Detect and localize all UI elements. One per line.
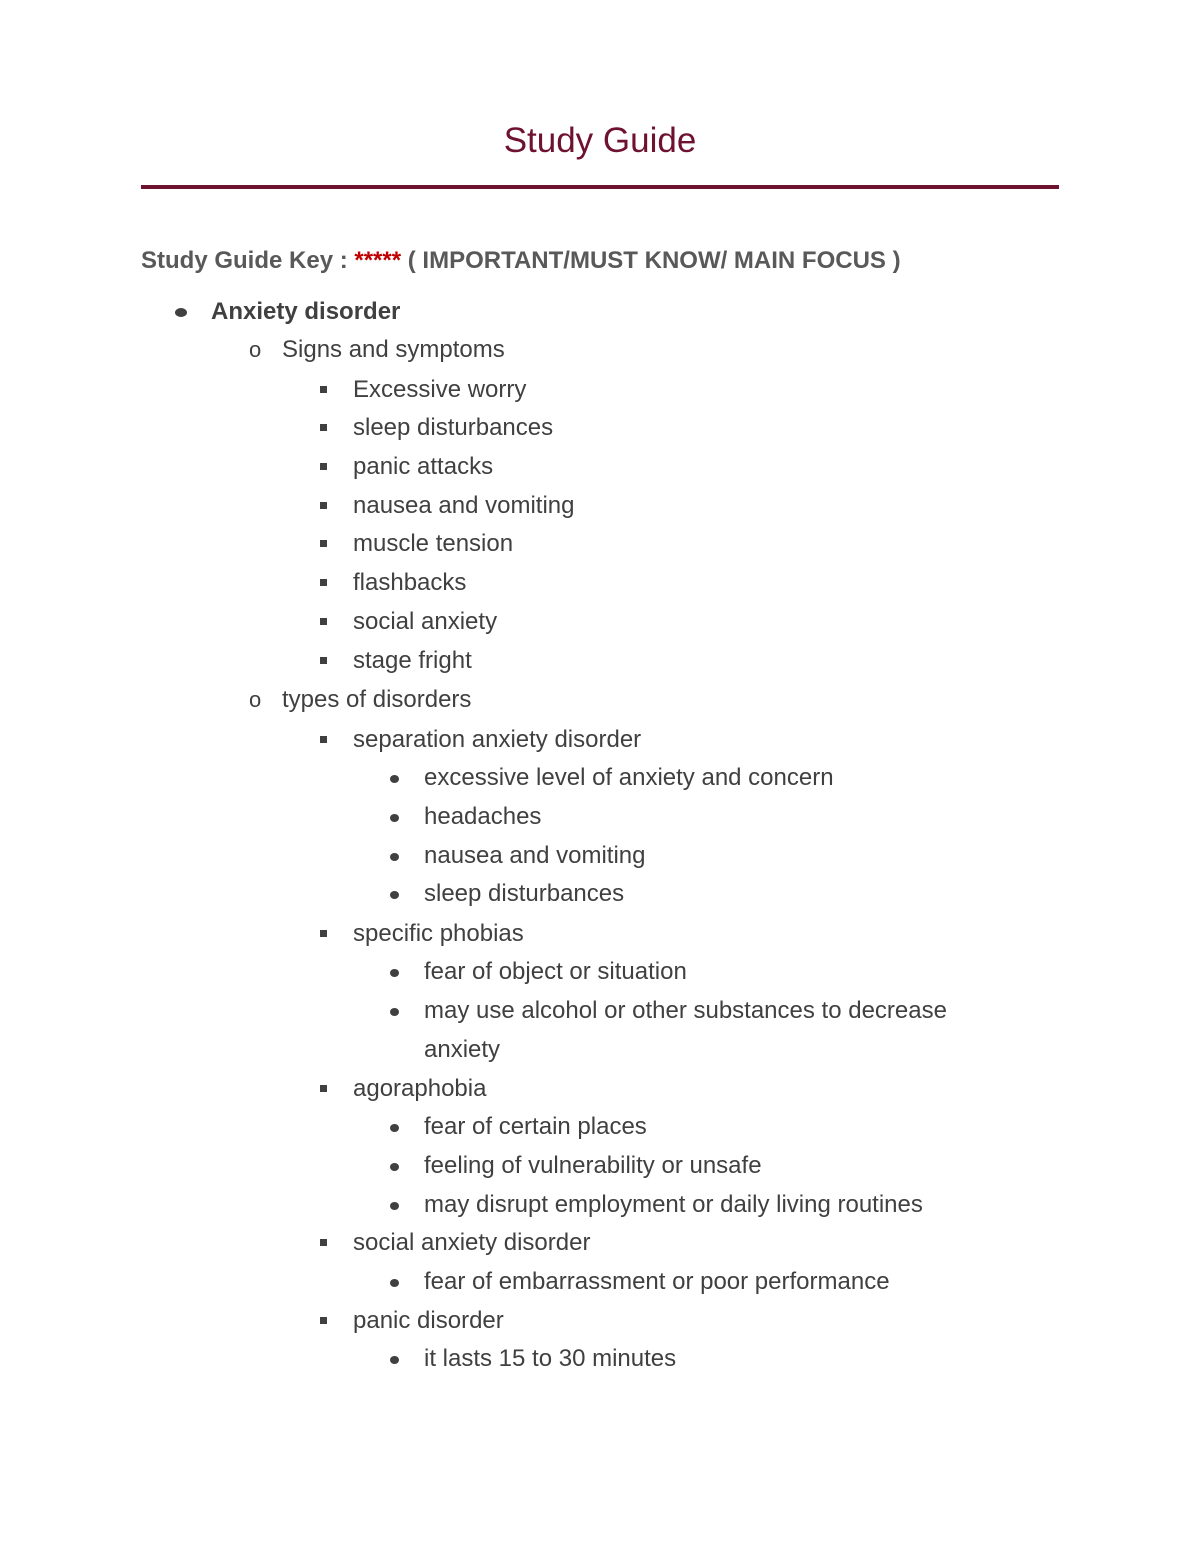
subheading: types of disorders [282, 686, 472, 713]
bullet-icon [390, 1163, 399, 1171]
item-text: it lasts 15 to 30 minutes [424, 1345, 677, 1372]
square-bullet-icon [320, 618, 327, 625]
key-meaning: ( IMPORTANT/MUST KNOW/ MAIN FOCUS ) [407, 247, 901, 274]
item-text: separation anxiety disorder [353, 726, 642, 753]
bullet-icon [390, 1279, 399, 1287]
title-divider [141, 185, 1059, 189]
square-bullet-icon [320, 657, 327, 664]
item-text: feeling of vulnerability or unsafe [424, 1152, 762, 1179]
item-text: may disrupt employment or daily living routines [424, 1191, 923, 1218]
square-bullet-icon [320, 736, 327, 743]
bullet-icon [390, 1008, 399, 1016]
item-text: flashbacks [353, 569, 467, 596]
bullet-icon [390, 853, 399, 861]
square-bullet-icon [320, 579, 327, 586]
item-text: fear of embarrassment or poor performance [424, 1268, 890, 1295]
item-text: nausea and vomiting [353, 492, 575, 519]
item-text: may use alcohol or other substances to decrease [424, 997, 947, 1024]
square-bullet-icon [320, 540, 327, 547]
bullet-icon [390, 891, 399, 899]
key-stars: ***** [354, 247, 402, 274]
topic-heading: Anxiety disorder [211, 298, 401, 325]
item-text: agoraphobia [353, 1075, 487, 1102]
item-text: social anxiety disorder [353, 1229, 591, 1256]
subheading: Signs and symptoms [282, 336, 505, 363]
item-text: panic disorder [353, 1307, 504, 1334]
item-text: sleep disturbances [353, 414, 554, 441]
item-text: stage fright [353, 647, 472, 674]
bullet-icon [390, 1124, 399, 1132]
page-title: Study Guide [503, 121, 697, 160]
key-label: Study Guide Key : [141, 247, 348, 274]
item-text: specific phobias [353, 920, 524, 947]
circle-bullet-icon: o [249, 687, 262, 712]
bullet-icon [390, 814, 399, 822]
square-bullet-icon [320, 502, 327, 509]
item-text: fear of object or situation [424, 958, 687, 985]
square-bullet-icon [320, 930, 327, 937]
study-guide-key [141, 245, 901, 277]
square-bullet-icon [320, 1317, 327, 1324]
bullet-icon [175, 308, 187, 317]
item-text: social anxiety [353, 608, 498, 635]
square-bullet-icon [320, 424, 327, 431]
item-text: headaches [424, 803, 542, 830]
item-text: nausea and vomiting [424, 842, 646, 869]
square-bullet-icon [320, 386, 327, 393]
item-text: excessive level of anxiety and concern [424, 764, 834, 791]
item-text: Excessive worry [353, 376, 527, 403]
square-bullet-icon [320, 463, 327, 470]
bullet-icon [390, 1356, 399, 1364]
circle-bullet-icon: o [249, 337, 262, 362]
bullet-icon [390, 969, 399, 977]
bullet-icon [390, 775, 399, 783]
item-text: muscle tension [353, 530, 514, 557]
bullet-icon [390, 1202, 399, 1210]
item-text: sleep disturbances [424, 880, 625, 907]
item-text: panic attacks [353, 453, 494, 480]
item-text: anxiety [424, 1036, 501, 1063]
square-bullet-icon [320, 1239, 327, 1246]
square-bullet-icon [320, 1085, 327, 1092]
item-text: fear of certain places [424, 1113, 647, 1140]
